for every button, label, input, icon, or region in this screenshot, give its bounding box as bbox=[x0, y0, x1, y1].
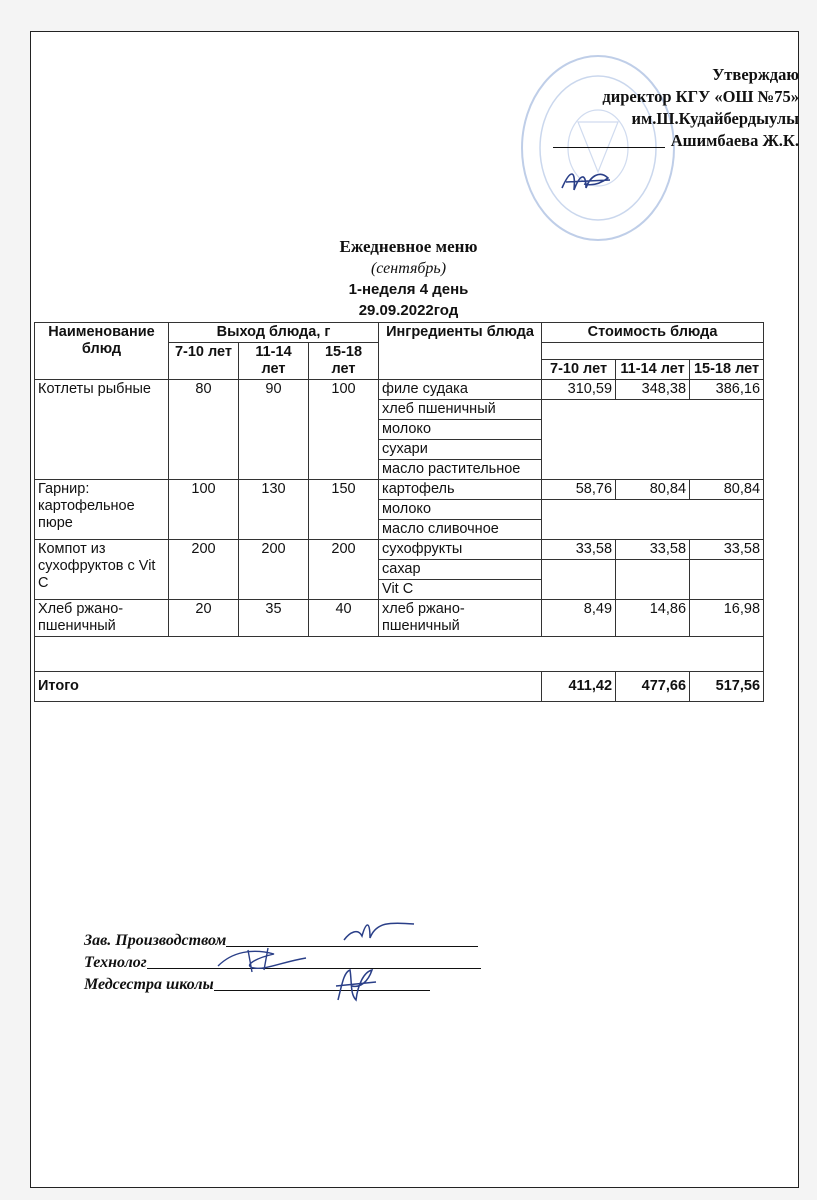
dish-cost: 14,86 bbox=[616, 600, 690, 637]
signature-nurse bbox=[84, 974, 584, 996]
dish-cost: 80,84 bbox=[690, 480, 764, 500]
header-ingredients: Ингредиенты блюда bbox=[379, 323, 542, 380]
header-output-age-15-18: 15-18 лет bbox=[309, 343, 379, 380]
signatures-block bbox=[84, 930, 584, 996]
signature-technologist-label: Технолог bbox=[84, 954, 147, 971]
dish-cost: 33,58 bbox=[542, 540, 616, 560]
empty-cost-cell bbox=[690, 560, 764, 600]
approval-position: директор КГУ «ОШ №75» bbox=[602, 87, 799, 106]
signature-nurse-label: Медсестра школы bbox=[84, 976, 214, 993]
dish-output: 130 bbox=[239, 480, 309, 540]
dish-cost: 8,49 bbox=[542, 600, 616, 637]
approval-school: им.Ш.Кудайбердыулы bbox=[631, 109, 799, 128]
header-output-age-7-10: 7-10 лет bbox=[169, 343, 239, 380]
dish-name: Компот из сухофруктов с Vit C bbox=[35, 540, 169, 600]
signature-production bbox=[84, 930, 584, 952]
header-cost: Стоимость блюда bbox=[542, 323, 764, 343]
ingredient: сухофрукты bbox=[379, 540, 542, 560]
dish-cost: 33,58 bbox=[616, 540, 690, 560]
dish-output: 35 bbox=[239, 600, 309, 637]
dish-output: 90 bbox=[239, 380, 309, 480]
dish-output: 200 bbox=[169, 540, 239, 600]
empty-cost-cell bbox=[542, 560, 616, 600]
signature-line bbox=[214, 990, 430, 991]
total-value: 411,42 bbox=[542, 672, 616, 702]
ingredient: сухари bbox=[379, 440, 542, 460]
dish-output: 150 bbox=[309, 480, 379, 540]
menu-table bbox=[34, 322, 764, 702]
header-cost-age-11-14: 11-14 лет bbox=[616, 360, 690, 380]
table-row-total bbox=[35, 672, 764, 702]
table-row bbox=[35, 380, 764, 400]
header-cost-spacer bbox=[542, 343, 764, 360]
table-row-empty bbox=[35, 637, 764, 672]
total-label: Итого bbox=[35, 672, 542, 702]
document-month: (сентябрь) bbox=[370, 260, 447, 277]
ingredient: масло растительное bbox=[379, 460, 542, 480]
dish-output: 100 bbox=[309, 380, 379, 480]
signature-line bbox=[226, 946, 478, 947]
dish-output: 200 bbox=[309, 540, 379, 600]
document-date: 29.09.2022год bbox=[358, 302, 459, 319]
approval-title: Утверждаю bbox=[712, 65, 799, 84]
ingredient: молоко bbox=[379, 420, 542, 440]
ingredient: масло сливочное bbox=[379, 520, 542, 540]
dish-cost: 348,38 bbox=[616, 380, 690, 400]
ingredient: хлеб пшеничный bbox=[379, 400, 542, 420]
ingredient: Vit C bbox=[379, 580, 542, 600]
total-value: 477,66 bbox=[616, 672, 690, 702]
document-title: Ежедневное меню bbox=[339, 237, 478, 256]
dish-cost: 33,58 bbox=[690, 540, 764, 560]
header-output: Выход блюда, г bbox=[169, 323, 379, 343]
ingredient: молоко bbox=[379, 500, 542, 520]
dish-cost: 16,98 bbox=[690, 600, 764, 637]
table-row bbox=[35, 540, 764, 560]
table-row bbox=[35, 480, 764, 500]
ingredient: картофель bbox=[379, 480, 542, 500]
approval-signature-row bbox=[519, 130, 799, 152]
dish-cost: 310,59 bbox=[542, 380, 616, 400]
total-value: 517,56 bbox=[690, 672, 764, 702]
dish-name: Котлеты рыбные bbox=[35, 380, 169, 480]
dish-output: 80 bbox=[169, 380, 239, 480]
dish-cost: 386,16 bbox=[690, 380, 764, 400]
dish-output: 40 bbox=[309, 600, 379, 637]
document-header bbox=[0, 236, 817, 321]
director-signature-line bbox=[553, 147, 665, 148]
table-row bbox=[35, 600, 764, 637]
header-cost-age-15-18: 15-18 лет bbox=[690, 360, 764, 380]
empty-cost-cell bbox=[542, 500, 764, 540]
signature-production-label: Зав. Производством bbox=[84, 932, 227, 949]
empty-cost-cell bbox=[542, 400, 764, 480]
ingredient: филе судака bbox=[379, 380, 542, 400]
dish-cost: 58,76 bbox=[542, 480, 616, 500]
signature-technologist bbox=[84, 952, 584, 974]
empty-row bbox=[35, 637, 764, 672]
signature-line bbox=[147, 968, 481, 969]
header-dish-name: Наименование блюд bbox=[35, 323, 169, 380]
dish-output: 200 bbox=[239, 540, 309, 600]
dish-name: Гарнир: картофельное пюре bbox=[35, 480, 169, 540]
dish-name: Хлеб ржано-пшеничный bbox=[35, 600, 169, 637]
director-name: Ашимбаева Ж.К. bbox=[670, 131, 799, 150]
dish-cost: 80,84 bbox=[616, 480, 690, 500]
approval-block bbox=[519, 64, 799, 152]
dish-output: 100 bbox=[169, 480, 239, 540]
document-week-day: 1-неделя 4 день bbox=[348, 281, 469, 298]
dish-output: 20 bbox=[169, 600, 239, 637]
empty-cost-cell bbox=[616, 560, 690, 600]
ingredient: сахар bbox=[379, 560, 542, 580]
header-cost-age-7-10: 7-10 лет bbox=[542, 360, 616, 380]
header-output-age-11-14: 11-14 лет bbox=[239, 343, 309, 380]
ingredient: хлеб ржано-пшеничный bbox=[379, 600, 542, 637]
